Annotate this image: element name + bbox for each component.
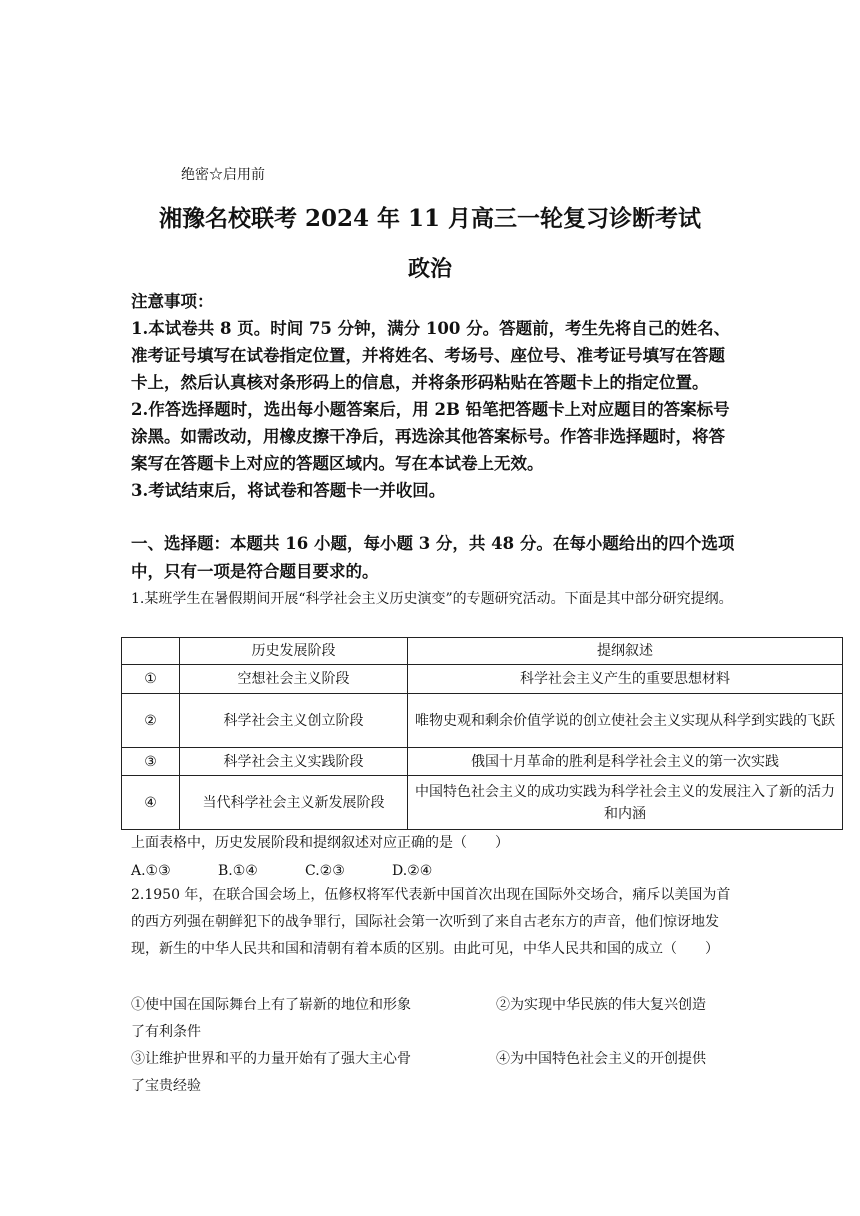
header-cell: 历史发展阶段 <box>180 638 408 665</box>
section-heading: 一、选择题：本题共 16 小题，每小题 3 分，共 48 分。在每小题给出的四个选项中，只有一项是符合题目要求的。 <box>131 534 735 581</box>
table-row <box>122 694 843 748</box>
header-cell <box>122 638 180 665</box>
option-a[interactable]: A.①③ <box>131 863 171 879</box>
description-cell: 唯物史观和剩余价值学说的创立使社会主义实现从科学到实践的飞跃 <box>408 694 843 748</box>
description-cell: 中国特色社会主义的成功实践为科学社会主义的发展注入了新的活力和内涵 <box>408 776 843 830</box>
option-c[interactable]: C.②③ <box>305 863 345 879</box>
instructions-heading: 注意事项： <box>131 292 214 311</box>
question-2-statements <box>131 992 751 1100</box>
stage-cell: 科学社会主义创立阶段 <box>180 694 408 748</box>
stage-cell: 科学社会主义实践阶段 <box>180 748 408 776</box>
stage-cell: 当代科学社会主义新发展阶段 <box>180 776 408 830</box>
instruction-item-2: 2.作答选择题时，选出每小题答案后，用 2B 铅笔把答题卡上对应题目的答案标号涂黑。如需改动，用橡皮擦干净后，再选涂其他答案标号。作答非选择题时，将答案写在答题卡上对应的答题区域内。写在本试卷上无效。 <box>131 400 730 473</box>
row-number: ② <box>122 694 180 748</box>
statement-2-continued: 了有利条件 <box>131 1024 201 1040</box>
row-number: ③ <box>122 748 180 776</box>
confidential-mark: 绝密☆启用前 <box>181 167 265 183</box>
table-row <box>122 748 843 776</box>
instruction-item-3: 3.考试结束后，将试卷和答题卡一并收回。 <box>131 481 446 500</box>
question-1-prompt: 上面表格中，历史发展阶段和提纲叙述对应正确的是（ ） <box>131 835 509 851</box>
row-number: ① <box>122 665 180 694</box>
statement-4-continued: 了宝贵经验 <box>131 1078 201 1094</box>
subject-title: 政治 <box>407 256 452 282</box>
instructions <box>131 288 741 504</box>
description-cell: 科学社会主义产生的重要思想材料 <box>408 665 843 694</box>
instruction-item-1: 1.本试卷共 8 页。时间 75 分钟，满分 100 分。答题前，考生先将自己的姓名、准考证号填写在试卷指定位置，并将姓名、考场号、座位号、准考证号填写在答题卡上，然后认真核对条形码上的信息，并将条形码粘贴在答题卡上的指定位置。 <box>131 319 731 392</box>
statement-4: ④为中国特色社会主义的开创提供 <box>496 1051 706 1067</box>
statement-3: ③让维护世界和平的力量开始有了强大主心骨 <box>131 1051 411 1067</box>
question-2-stem: 2.1950 年，在联合国会场上，伍修权将军代表新中国首次出现在国际外交场合，痛斥以美国为首的西方列强在朝鲜犯下的战争罪行，国际社会第一次听到了来自古老东方的声音，他们惊讶地发现，新生的中华人民共和国和清朝有着本质的区别。由此可见，中华人民共和国的成立（ ） <box>131 887 731 957</box>
question-1-options <box>131 858 743 884</box>
option-b[interactable]: B.①④ <box>218 863 258 879</box>
row-number: ④ <box>122 776 180 830</box>
table-row <box>122 665 843 694</box>
table-header-row <box>122 638 843 665</box>
table-row <box>122 776 843 830</box>
statement-1: ①使中国在国际舞台上有了崭新的地位和形象 <box>131 997 411 1013</box>
option-d[interactable]: D.②④ <box>392 863 433 879</box>
question-1-stem: 1.某班学生在暑假期间开展“科学社会主义历史演变”的专题研究活动。下面是其中部分研究提纲。 <box>131 591 733 607</box>
stage-cell: 空想社会主义阶段 <box>180 665 408 694</box>
exam-title: 湘豫名校联考 2024 年 11 月高三一轮复习诊断考试 <box>158 205 702 232</box>
description-cell: 俄国十月革命的胜利是科学社会主义的第一次实践 <box>408 748 843 776</box>
header-cell: 提纲叙述 <box>408 638 843 665</box>
research-outline-table <box>121 637 843 830</box>
statement-2: ②为实现中华民族的伟大复兴创造 <box>496 997 706 1013</box>
